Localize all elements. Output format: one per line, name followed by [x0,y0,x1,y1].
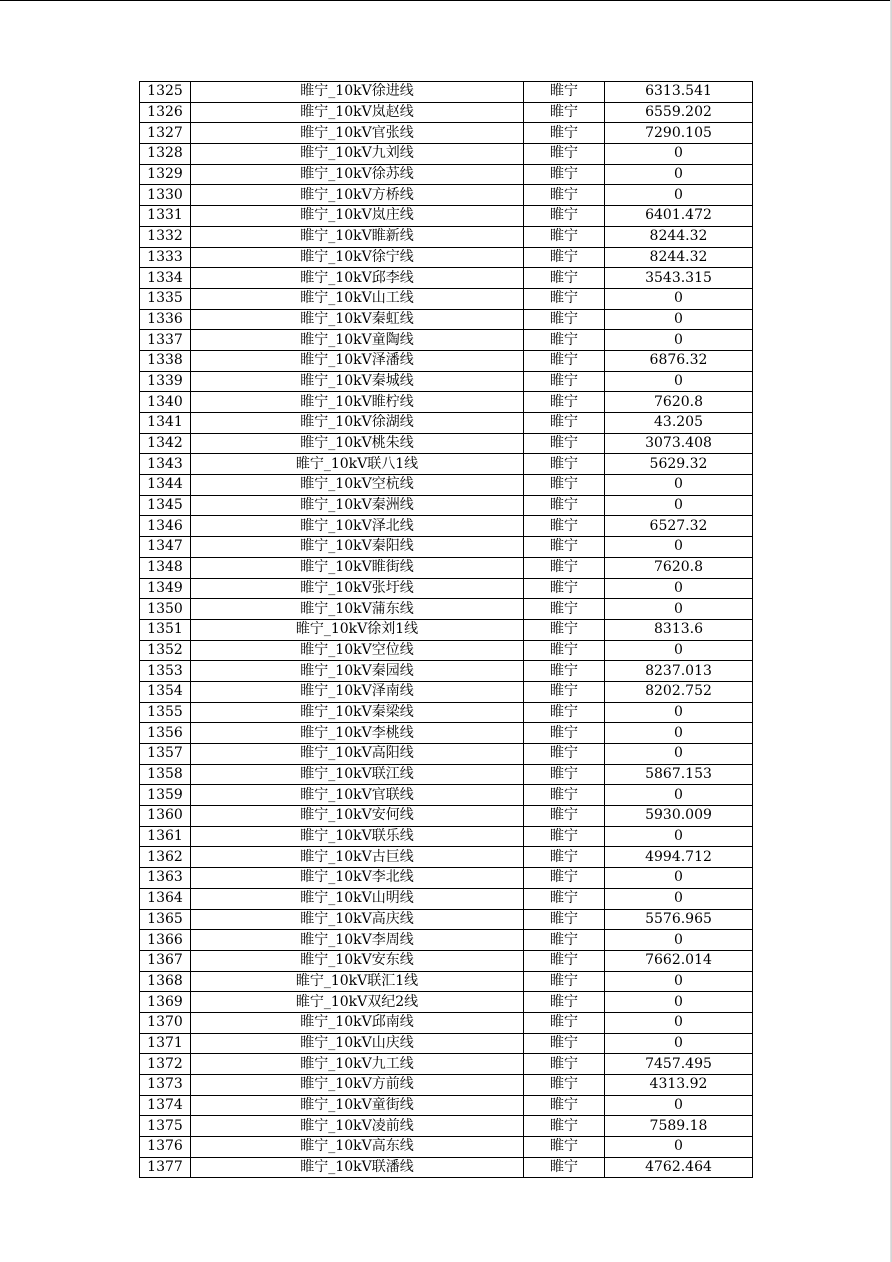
value-cell: 0 [605,537,753,558]
row-id-cell: 1327 [140,123,191,144]
table-row [140,537,753,558]
region-cell: 睢宁 [524,744,605,765]
region-cell: 睢宁 [524,1157,605,1178]
value-cell: 0 [605,330,753,351]
line-name-cell: 睢宁_10kV徐刘1线 [191,619,524,640]
region-cell: 睢宁 [524,226,605,247]
table-row [140,971,753,992]
value-cell: 0 [605,888,753,909]
region-cell: 睢宁 [524,640,605,661]
table-row [140,826,753,847]
table-row [140,1033,753,1054]
region-cell: 睢宁 [524,537,605,558]
region-cell: 睢宁 [524,433,605,454]
table-row [140,909,753,930]
row-id-cell: 1376 [140,1137,191,1158]
row-id-cell: 1371 [140,1033,191,1054]
table-row [140,226,753,247]
value-cell: 7457.495 [605,1054,753,1075]
line-name-cell: 睢宁_10kV徐湖线 [191,413,524,434]
value-cell: 6876.32 [605,350,753,371]
region-cell: 睢宁 [524,888,605,909]
table-row [140,888,753,909]
line-name-cell: 睢宁_10kV方前线 [191,1075,524,1096]
value-cell: 5629.32 [605,454,753,475]
region-cell: 睢宁 [524,123,605,144]
line-data-table [139,81,753,1178]
table-row [140,992,753,1013]
row-id-cell: 1373 [140,1075,191,1096]
region-cell: 睢宁 [524,1012,605,1033]
value-cell: 3073.408 [605,433,753,454]
table-row [140,268,753,289]
line-name-cell: 睢宁_10kV联汇1线 [191,971,524,992]
line-name-cell: 睢宁_10kV睢街线 [191,557,524,578]
row-id-cell: 1335 [140,288,191,309]
value-cell: 4762.464 [605,1157,753,1178]
value-cell: 0 [605,185,753,206]
region-cell: 睢宁 [524,1116,605,1137]
line-name-cell: 睢宁_10kV山庆线 [191,1033,524,1054]
row-id-cell: 1367 [140,950,191,971]
table-row [140,516,753,537]
line-name-cell: 睢宁_10kV泽南线 [191,681,524,702]
table-row [140,454,753,475]
row-id-cell: 1351 [140,619,191,640]
row-id-cell: 1340 [140,392,191,413]
table-row [140,433,753,454]
line-name-cell: 睢宁_10kV官联线 [191,785,524,806]
region-cell: 睢宁 [524,454,605,475]
row-id-cell: 1339 [140,371,191,392]
value-cell: 0 [605,930,753,951]
table-row [140,557,753,578]
line-name-cell: 睢宁_10kV联潘线 [191,1157,524,1178]
row-id-cell: 1365 [140,909,191,930]
line-name-cell: 睢宁_10kV安何线 [191,806,524,827]
table-row [140,185,753,206]
region-cell: 睢宁 [524,1095,605,1116]
row-id-cell: 1374 [140,1095,191,1116]
value-cell: 7589.18 [605,1116,753,1137]
region-cell: 睢宁 [524,578,605,599]
table-row [140,350,753,371]
table-row [140,1116,753,1137]
region-cell: 睢宁 [524,392,605,413]
value-cell: 0 [605,288,753,309]
row-id-cell: 1377 [140,1157,191,1178]
value-cell: 7620.8 [605,392,753,413]
line-name-cell: 睢宁_10kV童街线 [191,1095,524,1116]
line-name-cell: 睢宁_10kV官张线 [191,123,524,144]
value-cell: 0 [605,826,753,847]
table-row [140,599,753,620]
value-cell: 8244.32 [605,247,753,268]
value-cell: 0 [605,992,753,1013]
table-row [140,702,753,723]
table-row [140,785,753,806]
region-cell: 睢宁 [524,681,605,702]
region-cell: 睢宁 [524,102,605,123]
row-id-cell: 1369 [140,992,191,1013]
table-row [140,1157,753,1178]
region-cell: 睢宁 [524,309,605,330]
value-cell: 6401.472 [605,206,753,227]
value-cell: 6313.541 [605,82,753,103]
table-row [140,868,753,889]
table-row [140,82,753,103]
value-cell: 6559.202 [605,102,753,123]
value-cell: 8313.6 [605,619,753,640]
value-cell: 7290.105 [605,123,753,144]
line-name-cell: 睢宁_10kV徐苏线 [191,164,524,185]
region-cell: 睢宁 [524,1054,605,1075]
line-name-cell: 睢宁_10kV秦阳线 [191,537,524,558]
table-row [140,330,753,351]
value-cell: 0 [605,309,753,330]
row-id-cell: 1349 [140,578,191,599]
row-id-cell: 1363 [140,868,191,889]
row-id-cell: 1358 [140,764,191,785]
table-row [140,619,753,640]
line-name-cell: 睢宁_10kV秦园线 [191,661,524,682]
row-id-cell: 1331 [140,206,191,227]
region-cell: 睢宁 [524,495,605,516]
table-row [140,288,753,309]
row-id-cell: 1375 [140,1116,191,1137]
region-cell: 睢宁 [524,661,605,682]
row-id-cell: 1347 [140,537,191,558]
line-name-cell: 睢宁_10kV邱南线 [191,1012,524,1033]
value-cell: 0 [605,868,753,889]
row-id-cell: 1372 [140,1054,191,1075]
row-id-cell: 1362 [140,847,191,868]
line-name-cell: 睢宁_10kV九工线 [191,1054,524,1075]
line-name-cell: 睢宁_10kV双纪2线 [191,992,524,1013]
value-cell: 0 [605,1033,753,1054]
region-cell: 睢宁 [524,1137,605,1158]
row-id-cell: 1338 [140,350,191,371]
row-id-cell: 1355 [140,702,191,723]
row-id-cell: 1354 [140,681,191,702]
region-cell: 睢宁 [524,350,605,371]
row-id-cell: 1346 [140,516,191,537]
region-cell: 睢宁 [524,847,605,868]
region-cell: 睢宁 [524,785,605,806]
line-name-cell: 睢宁_10kV徐进线 [191,82,524,103]
region-cell: 睢宁 [524,826,605,847]
value-cell: 0 [605,640,753,661]
table-row [140,392,753,413]
line-name-cell: 睢宁_10kV山明线 [191,888,524,909]
line-name-cell: 睢宁_10kV九刘线 [191,144,524,165]
table-row [140,806,753,827]
line-name-cell: 睢宁_10kV李周线 [191,930,524,951]
line-name-cell: 睢宁_10kV泽潘线 [191,350,524,371]
table-row [140,1137,753,1158]
table-row [140,123,753,144]
line-name-cell: 睢宁_10kV联乐线 [191,826,524,847]
table-row [140,1075,753,1096]
line-name-cell: 睢宁_10kV秦洲线 [191,495,524,516]
row-id-cell: 1341 [140,413,191,434]
region-cell: 睢宁 [524,557,605,578]
value-cell: 0 [605,1095,753,1116]
row-id-cell: 1360 [140,806,191,827]
row-id-cell: 1352 [140,640,191,661]
row-id-cell: 1334 [140,268,191,289]
region-cell: 睢宁 [524,702,605,723]
region-cell: 睢宁 [524,185,605,206]
value-cell: 0 [605,578,753,599]
region-cell: 睢宁 [524,909,605,930]
value-cell: 4994.712 [605,847,753,868]
line-name-cell: 睢宁_10kV秦梁线 [191,702,524,723]
line-name-cell: 睢宁_10kV空杭线 [191,475,524,496]
line-name-cell: 睢宁_10kV方桥线 [191,185,524,206]
row-id-cell: 1343 [140,454,191,475]
value-cell: 0 [605,495,753,516]
value-cell: 0 [605,164,753,185]
value-cell: 8202.752 [605,681,753,702]
region-cell: 睢宁 [524,475,605,496]
row-id-cell: 1357 [140,744,191,765]
region-cell: 睢宁 [524,144,605,165]
region-cell: 睢宁 [524,164,605,185]
line-name-cell: 睢宁_10kV李桃线 [191,723,524,744]
value-cell: 0 [605,702,753,723]
table-row [140,475,753,496]
row-id-cell: 1361 [140,826,191,847]
row-id-cell: 1345 [140,495,191,516]
value-cell: 0 [605,723,753,744]
row-id-cell: 1333 [140,247,191,268]
value-cell: 0 [605,371,753,392]
table-row [140,661,753,682]
table-row [140,309,753,330]
table-row [140,1054,753,1075]
table-row [140,206,753,227]
region-cell: 睢宁 [524,868,605,889]
value-cell: 0 [605,744,753,765]
line-name-cell: 睢宁_10kV秦虹线 [191,309,524,330]
table-row [140,640,753,661]
region-cell: 睢宁 [524,599,605,620]
value-cell: 7620.8 [605,557,753,578]
row-id-cell: 1328 [140,144,191,165]
table-body [140,82,753,1178]
value-cell: 5930.009 [605,806,753,827]
region-cell: 睢宁 [524,371,605,392]
value-cell: 7662.014 [605,950,753,971]
value-cell: 0 [605,475,753,496]
region-cell: 睢宁 [524,288,605,309]
line-name-cell: 睢宁_10kV空位线 [191,640,524,661]
line-name-cell: 睢宁_10kV徐宁线 [191,247,524,268]
region-cell: 睢宁 [524,247,605,268]
region-cell: 睢宁 [524,971,605,992]
value-cell: 5576.965 [605,909,753,930]
line-name-cell: 睢宁_10kV高庆线 [191,909,524,930]
table-row [140,578,753,599]
table-row [140,950,753,971]
region-cell: 睢宁 [524,930,605,951]
line-name-cell: 睢宁_10kV睢新线 [191,226,524,247]
row-id-cell: 1329 [140,164,191,185]
table-row [140,144,753,165]
value-cell: 6527.32 [605,516,753,537]
line-name-cell: 睢宁_10kV蒲东线 [191,599,524,620]
region-cell: 睢宁 [524,268,605,289]
row-id-cell: 1325 [140,82,191,103]
region-cell: 睢宁 [524,806,605,827]
line-name-cell: 睢宁_10kV古巨线 [191,847,524,868]
line-name-cell: 睢宁_10kV联江线 [191,764,524,785]
value-cell: 4313.92 [605,1075,753,1096]
table-row [140,413,753,434]
line-name-cell: 睢宁_10kV岚庄线 [191,206,524,227]
line-name-cell: 睢宁_10kV邱李线 [191,268,524,289]
row-id-cell: 1326 [140,102,191,123]
table-row [140,164,753,185]
row-id-cell: 1368 [140,971,191,992]
row-id-cell: 1344 [140,475,191,496]
line-name-cell: 睢宁_10kV童陶线 [191,330,524,351]
row-id-cell: 1336 [140,309,191,330]
value-cell: 0 [605,144,753,165]
row-id-cell: 1364 [140,888,191,909]
line-name-cell: 睢宁_10kV桃朱线 [191,433,524,454]
table-row [140,723,753,744]
region-cell: 睢宁 [524,413,605,434]
line-name-cell: 睢宁_10kV凌前线 [191,1116,524,1137]
table-row [140,247,753,268]
table-row [140,847,753,868]
row-id-cell: 1359 [140,785,191,806]
table-row [140,681,753,702]
page-top-rule [0,0,892,1]
line-name-cell: 睢宁_10kV泽北线 [191,516,524,537]
row-id-cell: 1337 [140,330,191,351]
value-cell: 3543.315 [605,268,753,289]
region-cell: 睢宁 [524,992,605,1013]
line-name-cell: 睢宁_10kV李北线 [191,868,524,889]
table-row [140,764,753,785]
region-cell: 睢宁 [524,206,605,227]
region-cell: 睢宁 [524,619,605,640]
row-id-cell: 1332 [140,226,191,247]
region-cell: 睢宁 [524,950,605,971]
region-cell: 睢宁 [524,330,605,351]
table-row [140,930,753,951]
line-name-cell: 睢宁_10kV睢柠线 [191,392,524,413]
table-row [140,495,753,516]
row-id-cell: 1348 [140,557,191,578]
value-cell: 0 [605,971,753,992]
value-cell: 0 [605,599,753,620]
table-row [140,1095,753,1116]
line-name-cell: 睢宁_10kV联八1线 [191,454,524,475]
value-cell: 8237.013 [605,661,753,682]
line-name-cell: 睢宁_10kV安东线 [191,950,524,971]
line-name-cell: 睢宁_10kV高东线 [191,1137,524,1158]
row-id-cell: 1350 [140,599,191,620]
region-cell: 睢宁 [524,516,605,537]
value-cell: 0 [605,785,753,806]
table-row [140,744,753,765]
value-cell: 0 [605,1137,753,1158]
region-cell: 睢宁 [524,723,605,744]
value-cell: 0 [605,1012,753,1033]
table-row [140,102,753,123]
value-cell: 5867.153 [605,764,753,785]
value-cell: 43.205 [605,413,753,434]
line-name-cell: 睢宁_10kV秦城线 [191,371,524,392]
row-id-cell: 1370 [140,1012,191,1033]
row-id-cell: 1353 [140,661,191,682]
row-id-cell: 1330 [140,185,191,206]
line-name-cell: 睢宁_10kV张圩线 [191,578,524,599]
line-name-cell: 睢宁_10kV山工线 [191,288,524,309]
table-row [140,1012,753,1033]
row-id-cell: 1356 [140,723,191,744]
table-row [140,371,753,392]
row-id-cell: 1342 [140,433,191,454]
row-id-cell: 1366 [140,930,191,951]
region-cell: 睢宁 [524,764,605,785]
line-name-cell: 睢宁_10kV高阳线 [191,744,524,765]
region-cell: 睢宁 [524,82,605,103]
region-cell: 睢宁 [524,1033,605,1054]
region-cell: 睢宁 [524,1075,605,1096]
value-cell: 8244.32 [605,226,753,247]
line-name-cell: 睢宁_10kV岚赵线 [191,102,524,123]
